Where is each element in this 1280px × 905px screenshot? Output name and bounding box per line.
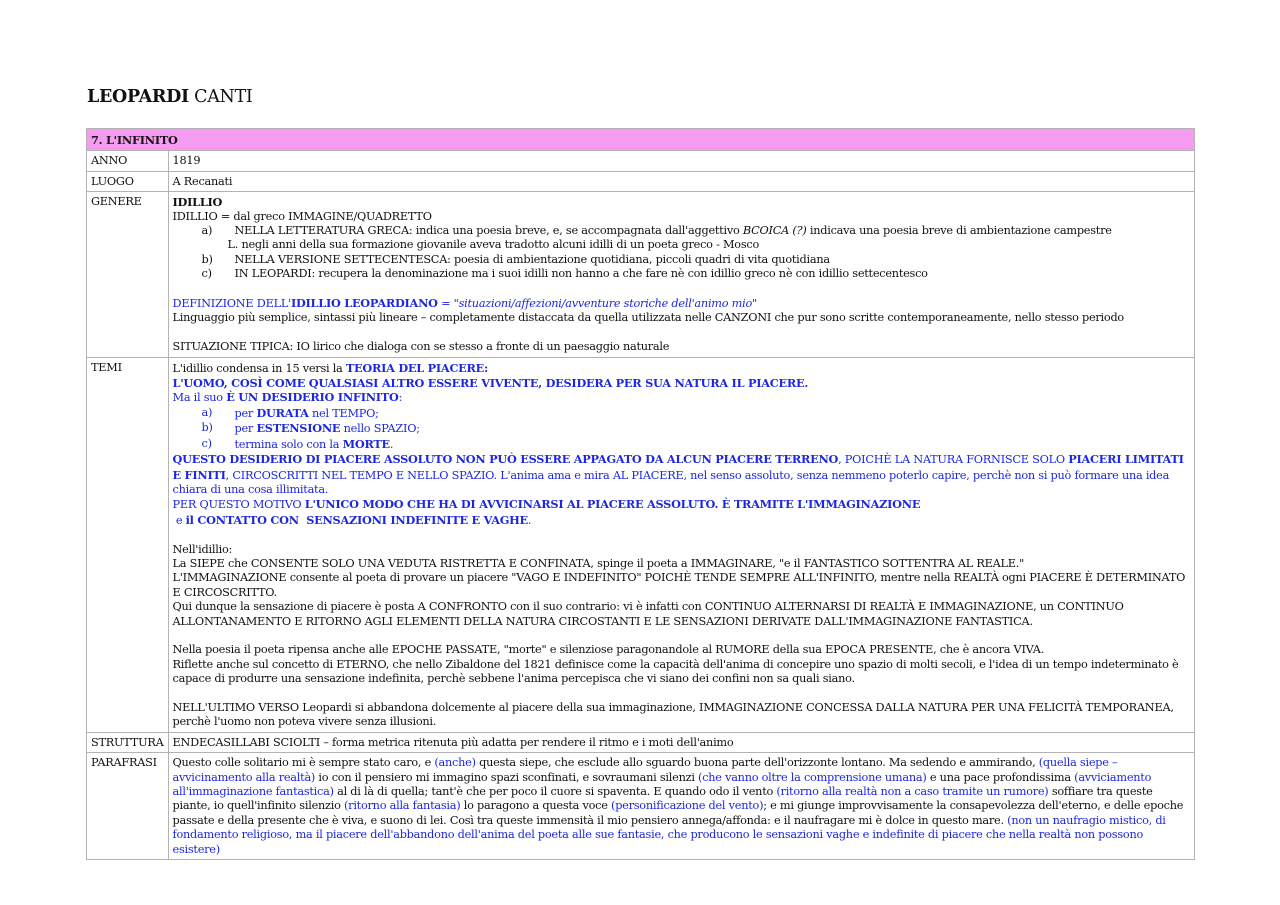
p1-mid-1: , POICHÈ LA NATURA FORNISCE SOLO xyxy=(838,453,1069,467)
temi-item-c xyxy=(173,437,1190,452)
list-marker: c) xyxy=(201,436,212,450)
spacer xyxy=(173,687,1190,701)
list-marker: c) xyxy=(201,267,212,281)
temi-item-b xyxy=(173,421,1190,436)
list-marker: a) xyxy=(201,405,213,419)
document-title xyxy=(87,86,253,108)
row-parafrasi xyxy=(87,753,1195,860)
genere-situazione: SITUAZIONE TIPICA: IO lirico che dialoga con se stesso a fronte di un paesaggio naturale xyxy=(172,340,670,354)
genere-item-b xyxy=(173,253,1190,267)
item-pre: termina solo con la xyxy=(234,437,343,451)
parafrasi-annotation: (che vanno oltre la comprensione umana) xyxy=(698,770,927,784)
label-temi: TEMI xyxy=(87,357,169,732)
item-pre: per xyxy=(234,422,257,436)
parafrasi-segment: ; e mi giunge improvvisamente la consapevolezza dell'eterno, e delle epoche passate e della presente che è viva, e suono di lei. Così tra queste immensità il mio pensiero annega/affonda: e il naufragare mi è dolce in questo mare. xyxy=(172,799,1184,827)
list-marker: b) xyxy=(201,421,213,435)
def-prefix: DEFINIZIONE DELL' xyxy=(172,297,291,311)
list-item-text xyxy=(235,406,1190,421)
spacer xyxy=(173,282,1190,296)
parafrasi-segment: soffiare tra queste piante, io quell'infinito silenzio xyxy=(172,784,1153,813)
desiderio-bold: È UN DESIDERIO INFINITO xyxy=(226,390,399,405)
item-emphasis: BCOICA (?) xyxy=(742,224,807,238)
title-work: CANTI xyxy=(188,87,253,107)
p2-end: . xyxy=(527,513,532,527)
genere-item-c xyxy=(173,267,1190,281)
poem-card-table xyxy=(86,128,1195,860)
def-quote: "situazioni/affezioni/avventure storiche dell'animo mio" xyxy=(453,297,757,311)
spacer xyxy=(173,326,1190,340)
label-genere: GENERE xyxy=(87,192,169,357)
temi-item-a xyxy=(173,406,1190,421)
value-temi xyxy=(168,357,1194,732)
parafrasi-segment: Questo colle solitario mi è sempre stato caro, e xyxy=(172,756,435,770)
value-luogo: A Recanati xyxy=(168,171,1194,191)
list-item-text xyxy=(235,224,1190,238)
item-bold: ESTENSIONE xyxy=(256,421,341,436)
p1-bold-2: PIACERI LIMITATI E FINITI xyxy=(172,452,1184,482)
p2-mid: e xyxy=(172,513,186,527)
row-struttura xyxy=(87,732,1195,752)
p2-bold-2: il CONTATTO CON SENSAZIONI INDEFINITE E VAGHE xyxy=(185,512,528,527)
p2-bold-1: L'UNICO MODO CHE HA DI AVVICINARSI AL PIACERE ASSOLUTO. È TRAMITE L'IMMAGINAZIONE xyxy=(304,497,921,512)
parafrasi-annotation: (avviciamento all'immaginazione fantastica) xyxy=(172,770,1152,798)
temi-intro xyxy=(173,361,1190,376)
genere-definition: IDILLIO = dal greco IMMAGINE/QUADRETTO xyxy=(172,209,432,223)
genere-item-a xyxy=(173,224,1190,238)
label-parafrasi: PARAFRASI xyxy=(87,753,169,860)
def-equals: = xyxy=(437,297,454,311)
row-luogo xyxy=(87,171,1195,191)
list-marker: a) xyxy=(201,224,213,238)
parafrasi-segment: io con il pensiero mi immagino spazi sconfinati, e sovraumani silenzi xyxy=(315,770,699,784)
parafrasi-annotation: (anche) xyxy=(434,756,476,770)
parafrasi-text xyxy=(173,756,1190,857)
parafrasi-annotation: (non un naufragio mistico, di fondamento religioso, ma il piacere dell'abbandono dell'anima del poeta alle sue fantasie, che producono le sensazioni vaghe e indefinite di piacere che nella realtà non possono esistere) xyxy=(172,813,1166,856)
desiderio-pre: Ma il suo xyxy=(172,391,227,405)
item-text-end: indicava una poesia breve di ambientazione campestre xyxy=(806,224,1112,238)
temi-paragraph-piacere xyxy=(173,452,1190,497)
parafrasi-annotation: (quella siepe – avvicinamento alla realtà) xyxy=(172,756,1118,784)
spacer xyxy=(173,528,1190,542)
idillio-definition xyxy=(173,296,1190,311)
temi-siepe: La SIEPE che CONSENTE SOLO UNA VEDUTA RISTRETTA E CONFINATA, spinge il poeta a IMMAGINARE, "e il FANTASTICO SOTTENTRA AL REALE." xyxy=(172,556,1025,570)
card-header-row xyxy=(87,129,1195,151)
p1-bold-1: QUESTO DESIDERIO DI PIACERE ASSOLUTO NON PUÒ ESSERE APPAGATO DA ALCUN PIACERE TERRENO xyxy=(172,452,839,467)
value-genere xyxy=(168,192,1194,357)
def-term: IDILLIO LEOPARDIANO xyxy=(290,296,438,311)
parafrasi-annotation: (ritorno alla fantasia) xyxy=(344,799,461,813)
parafrasi-annotation: (ritorno alla realtà non a caso tramite un rumore) xyxy=(776,784,1049,798)
temi-line-uomo: L'UOMO, COSÌ COME QUALSIASI ALTRO ESSERE VIVENTE, DESIDERA PER SUA NATURA IL PIACERE. xyxy=(172,376,809,391)
item-bold: DURATA xyxy=(256,405,309,420)
temi-ultimo-verso: NELL'ULTIMO VERSO Leopardi si abbandona dolcemente al piacere della sua immaginazione, IMMAGINAZIONE CONCESSA DALLA NATURA PER UNA FELICITÀ TEMPORANEA, perchè l'uomo non poteva vivere senza illusioni. xyxy=(172,700,1174,729)
list-item-text: IN LEOPARDI: recupera la denominazione ma i suoi idilli non hanno a che fare nè con idillio greco nè con idillio settecentesco xyxy=(234,267,928,281)
parafrasi-segment: questa siepe, che esclude allo sguardo buona parte dell'orizzonte lontano. Ma sedendo e ammirando, xyxy=(475,756,1039,770)
p2-pre: PER QUESTO MOTIVO xyxy=(172,498,305,512)
parafrasi-segment: e una pace profondissima xyxy=(926,770,1075,784)
temi-line-desiderio xyxy=(173,390,1190,405)
title-author: LEOPARDI xyxy=(87,87,189,107)
item-post: nel TEMPO; xyxy=(308,406,379,420)
temi-nell-idillio: Nell'idillio: xyxy=(172,542,233,556)
list-item-text xyxy=(235,437,1190,452)
intro-text: L'idillio condensa in 15 versi la xyxy=(172,361,346,375)
value-struttura: ENDECASILLABI SCIOLTI – forma metrica ritenuta più adatta per rendere il ritmo e i moti dell'animo xyxy=(168,732,1194,752)
parafrasi-annotation: (personificazione del vento) xyxy=(611,799,764,813)
item-pre: per xyxy=(234,406,257,420)
temi-epoche: Nella poesia il poeta ripensa anche alle EPOCHE PASSATE, "morte" e silenziose paragonandole al RUMORE della sua EPOCA PRESENTE, che è ancora VIVA. xyxy=(172,643,1045,657)
temi-immaginazione: L'IMMAGINAZIONE consente al poeta di provare un piacere "VAGO E INDEFINITO" POICHÈ TENDE SEMPRE ALL'INFINITO, mentre nella REALTÀ ogni PIACERE È DETERMINATO E CIRCOSCRITTO. xyxy=(172,571,1186,599)
label-anno: ANNO xyxy=(87,151,169,171)
item-post: nello SPAZIO; xyxy=(340,422,420,436)
item-post: . xyxy=(389,437,394,451)
row-anno xyxy=(87,151,1195,171)
list-item-text: NELLA VERSIONE SETTECENTESCA: poesia di ambientazione quotidiana, piccoli quadri di vita quotidiana xyxy=(234,252,830,266)
label-struttura: STRUTTURA xyxy=(87,732,169,752)
spacer xyxy=(173,629,1190,643)
parafrasi-segment: al di là di quella; tant'è che per poco il cuore si spaventa. E quando odo il vento xyxy=(333,784,777,798)
genere-item-a-note: L. negli anni della sua formazione giovanile aveva tradotto alcuni idilli di un poeta greco - Mosco xyxy=(227,238,760,252)
temi-qui-dunque: Qui dunque la sensazione di piacere è posta A CONFRONTO con il suo contrario: vi è infatti con CONTINUO ALTERNARSI DI REALTÀ E IMMAGINAZIONE, un CONTINUO ALLONTANAMENTO E RITORNO AGLI ELEMENTI DELLA NATURA CIRCOSTANTI E LE SENSAZIONI DERIVATE DALL'IMMAGINAZIONE FANTASTICA. xyxy=(172,600,1124,628)
row-genere xyxy=(87,192,1195,357)
desiderio-post: : xyxy=(398,391,403,405)
list-item-text xyxy=(235,421,1190,436)
list-marker: b) xyxy=(201,252,213,266)
item-text: NELLA LETTERATURA GRECA: indica una poesia breve, e, se accompagnata dall'aggettivo xyxy=(234,224,743,238)
parafrasi-segment: lo paragono a questa voce xyxy=(460,799,612,813)
item-bold: MORTE xyxy=(342,436,390,451)
card-header: 7. L'INFINITO xyxy=(87,129,1195,151)
genere-linguaggio: Linguaggio più semplice, sintassi più lineare – completamente distaccata da quella utilizzata nelle CANZONI che pur sono scritte contemporaneamente, nello stesso periodo xyxy=(172,311,1124,325)
temi-eterno: Riflette anche sul concetto di ETERNO, che nello Zibaldone del 1821 definisce come la capacità dell'anima di concepire uno spazio di molti secoli, e l'idea di un tempo indeterminato è capace di produrre una sensazione indefinita, perchè sebbene l'anima percepisca che vi siano dei confini non sa quali siano. xyxy=(172,657,1179,686)
value-parafrasi xyxy=(168,753,1194,860)
row-temi xyxy=(87,357,1195,732)
temi-paragraph-motivo xyxy=(173,497,1190,528)
genere-heading: IDILLIO xyxy=(172,195,223,210)
value-anno: 1819 xyxy=(168,151,1194,171)
label-luogo: LUOGO xyxy=(87,171,169,191)
p1-mid-2: , CIRCOSCRITTI NEL TEMPO E NELLO SPAZIO. L'anima ama e mira AL PIACERE, nel senso assoluto, senza nemmeno poterlo capire, perchè non si può formare una idea chiara di una cosa illimitata. xyxy=(172,468,1170,496)
intro-theory: TEORIA DEL PIACERE: xyxy=(345,360,488,375)
